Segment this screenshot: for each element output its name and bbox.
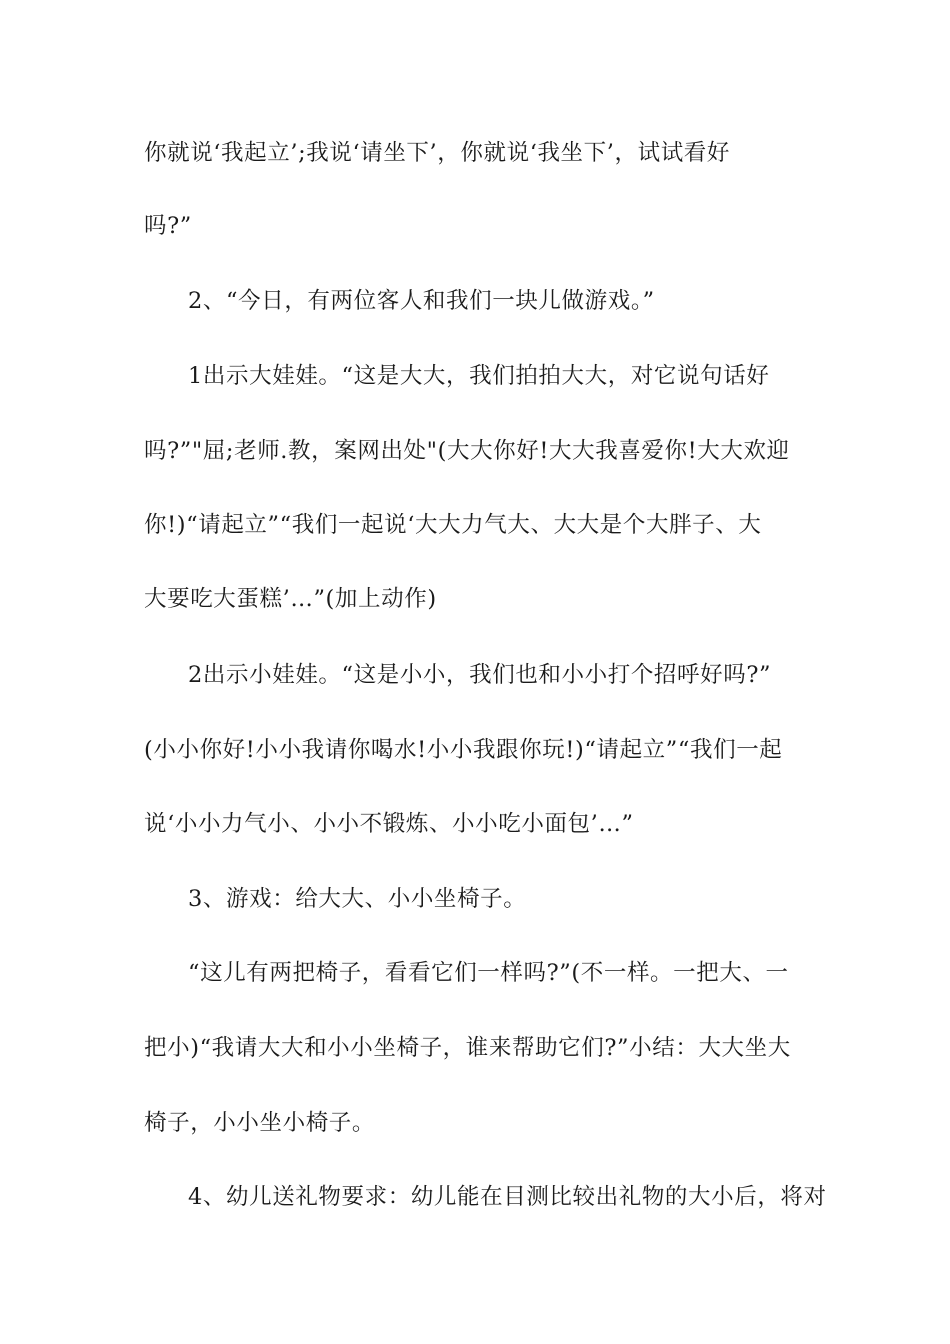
- text-line: 吗?”: [144, 213, 192, 239]
- text-line: (小小你好!小小我请你喝水!小小我跟你玩!)“请起立”“我们一起: [144, 737, 783, 763]
- text-line: 大要吃大蛋糕’…”(加上动作): [144, 586, 437, 612]
- text-line: 你!)“请起立”“我们一起说‘大大力气大、大大是个大胖子、大: [144, 512, 762, 538]
- text-line: 3、游戏：给大大、小小坐椅子。: [188, 886, 527, 912]
- text-line: “这儿有两把椅子，看看它们一样吗?”(不一样。一把大、一: [188, 960, 789, 986]
- text-line: 说‘小小力气小、小小不锻炼、小小吃小面包’…”: [144, 811, 634, 837]
- text-line: 4、幼儿送礼物要求：幼儿能在目测比较出礼物的大小后，将对: [188, 1184, 827, 1210]
- text-line: 2出示小娃娃。“这是小小，我们也和小小打个招呼好吗?”: [188, 662, 772, 688]
- text-line: 椅子，小小坐小椅子。: [144, 1110, 376, 1136]
- text-line: 1出示大娃娃。“这是大大，我们拍拍大大，对它说句话好: [188, 363, 770, 389]
- text-line: 吗?”"屈;老师.教，案网出处"(大大你好!大大我喜爱你!大大欢迎: [144, 438, 790, 464]
- text-line: 2、“今日，有两位客人和我们一块儿做游戏。”: [188, 288, 655, 314]
- text-line: 把小)“我请大大和小小坐椅子，谁来帮助它们?”小结：大大坐大: [144, 1035, 791, 1061]
- text-line: 你就说‘我起立’;我说‘请坐下’，你就说‘我坐下’，试试看好: [144, 140, 730, 166]
